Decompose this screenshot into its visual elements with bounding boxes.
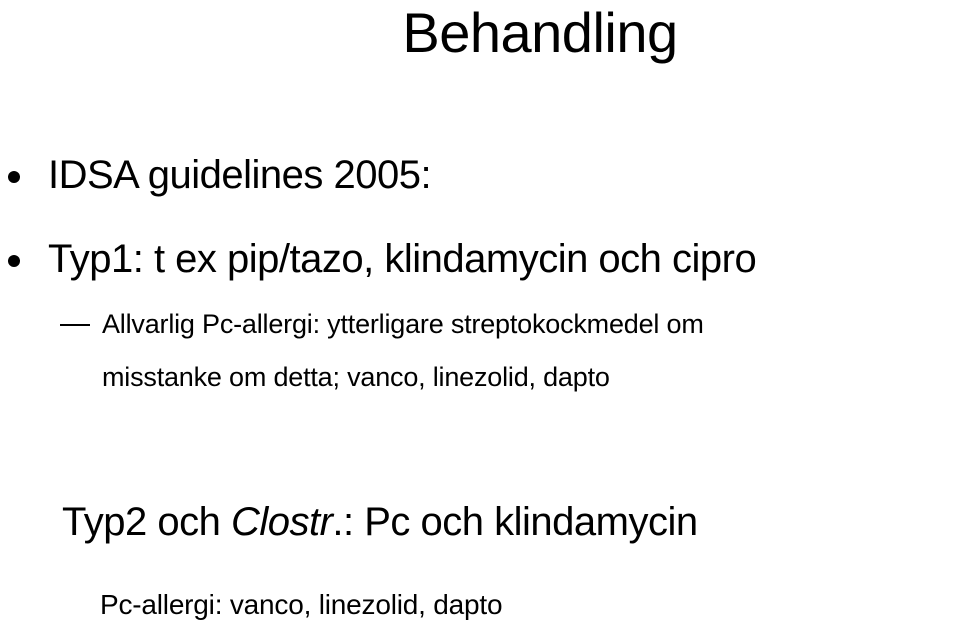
bullet-dot-icon [8, 255, 20, 267]
slide-title: Behandling [402, 1, 678, 64]
typ2-line [62, 499, 698, 545]
bullet-dot-icon [8, 171, 20, 183]
pc-allergy-line: Pc-allergi: vanco, linezolid, dapto [100, 589, 503, 620]
bullet-text: Typ1: t ex pip/tazo, klindamycin och cipro [48, 237, 757, 281]
sub-bullet-line-1: Allvarlig Pc-allergi: ytterligare streptokockmedel om [102, 309, 704, 339]
bullet-text: IDSA guidelines 2005: [48, 153, 432, 197]
sub-bullet-line-2: misstanke om detta; vanco, linezolid, dapto [102, 362, 610, 392]
typ2-prefix: Typ2 och [62, 500, 231, 544]
typ2-suffix: .: Pc och klindamycin [332, 500, 698, 544]
dash-icon [60, 324, 90, 326]
typ2-italic: Clostr [230, 500, 333, 544]
